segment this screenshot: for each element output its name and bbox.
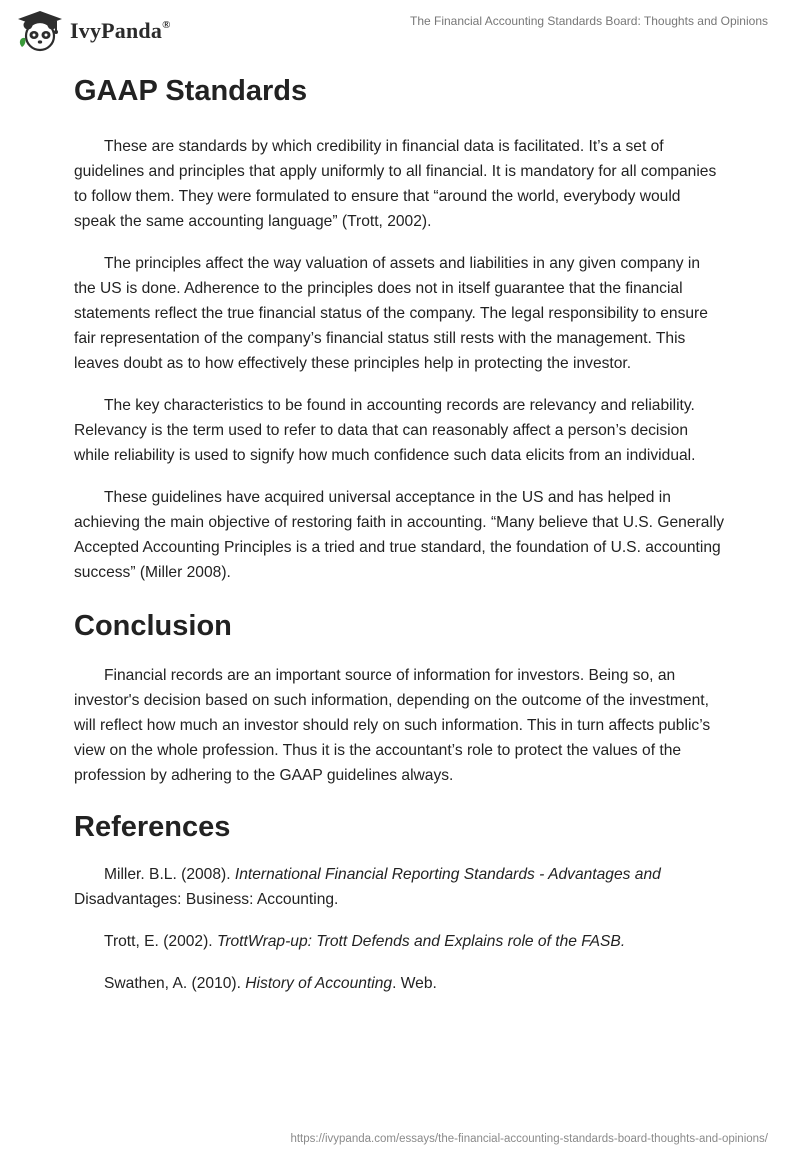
gaap-paragraph: The principles affect the way valuation of assets and liabilities in any given company in the US is done. Adherence to the principles does not in itself guarantee that the financial statements reflect the true financial status of the company. The legal responsibility to ensure fair representation of the company’s financial status still rests with the management. This leaves doubt as to how effectively these principles help in protecting the investor. xyxy=(74,255,708,372)
reference-item: Trott, E. (2002). TrottWrap-up: Trott Defends and Explains role of the FASB. xyxy=(104,933,626,950)
section-heading-gaap: GAAP Standards xyxy=(74,75,308,107)
page-header xyxy=(0,0,800,60)
reference-title: TrottWrap-up: Trott Defends and Explains role of the FASB. xyxy=(216,933,626,950)
panda-graduate-icon xyxy=(16,9,64,53)
section-heading-conclusion: Conclusion xyxy=(74,610,232,642)
brand-name: IvyPanda® xyxy=(70,18,171,43)
source-url[interactable]: https://ivypanda.com/essays/the-financial-accounting-standards-board-thoughts-and-opinions/ xyxy=(290,1133,768,1145)
reference-title: History of Accounting xyxy=(245,975,393,992)
brand-logo[interactable] xyxy=(16,8,171,54)
reference-item: Swathen, A. (2010). History of Accounting. Web. xyxy=(104,975,437,992)
section-heading-references: References xyxy=(74,811,231,843)
document-title: The Financial Accounting Standards Board: Thoughts and Opinions xyxy=(409,14,768,28)
reference-title: International Financial Reporting Standards - Advantages and xyxy=(234,866,661,883)
gaap-paragraph: These are standards by which credibility in financial data is facilitated. It’s a set of guidelines and principles that apply uniformly to all financial. It is mandatory for all companies to follow them. They were formulated to ensure that “around the world, everybody would speak the same accounting language” (Trott, 2002). xyxy=(74,138,717,230)
essay-content xyxy=(74,72,726,996)
gaap-paragraph: The key characteristics to be found in accounting records are relevancy and reliability. Relevancy is the term used to refer to data that can reasonably affect a person’s decision while reliability is used to signify how much confidence such data elicits from an individual. xyxy=(74,397,696,464)
conclusion-paragraph: Financial records are an important source of information for investors. Being so, an investor's decision based on such information, depending on the outcome of the investment, will reflect how much an investor should rely on such information. This in turn affects public’s view on the whole profession. Thus it is the accountant’s role to protect the values of the profession by adhering to the GAAP guidelines always. xyxy=(74,667,711,784)
gaap-paragraph: These guidelines have acquired universal acceptance in the US and has helped in achieving the main objective of restoring faith in accounting. “Many believe that U.S. Generally Accepted Accounting Principles is a tried and true standard, the foundation of U.S. accounting success” (Miller 2008). xyxy=(74,489,725,581)
reference-item: Miller. B.L. (2008). International Financial Reporting Standards - Advantages and Disadvantages: Business: Accounting. xyxy=(74,866,661,908)
